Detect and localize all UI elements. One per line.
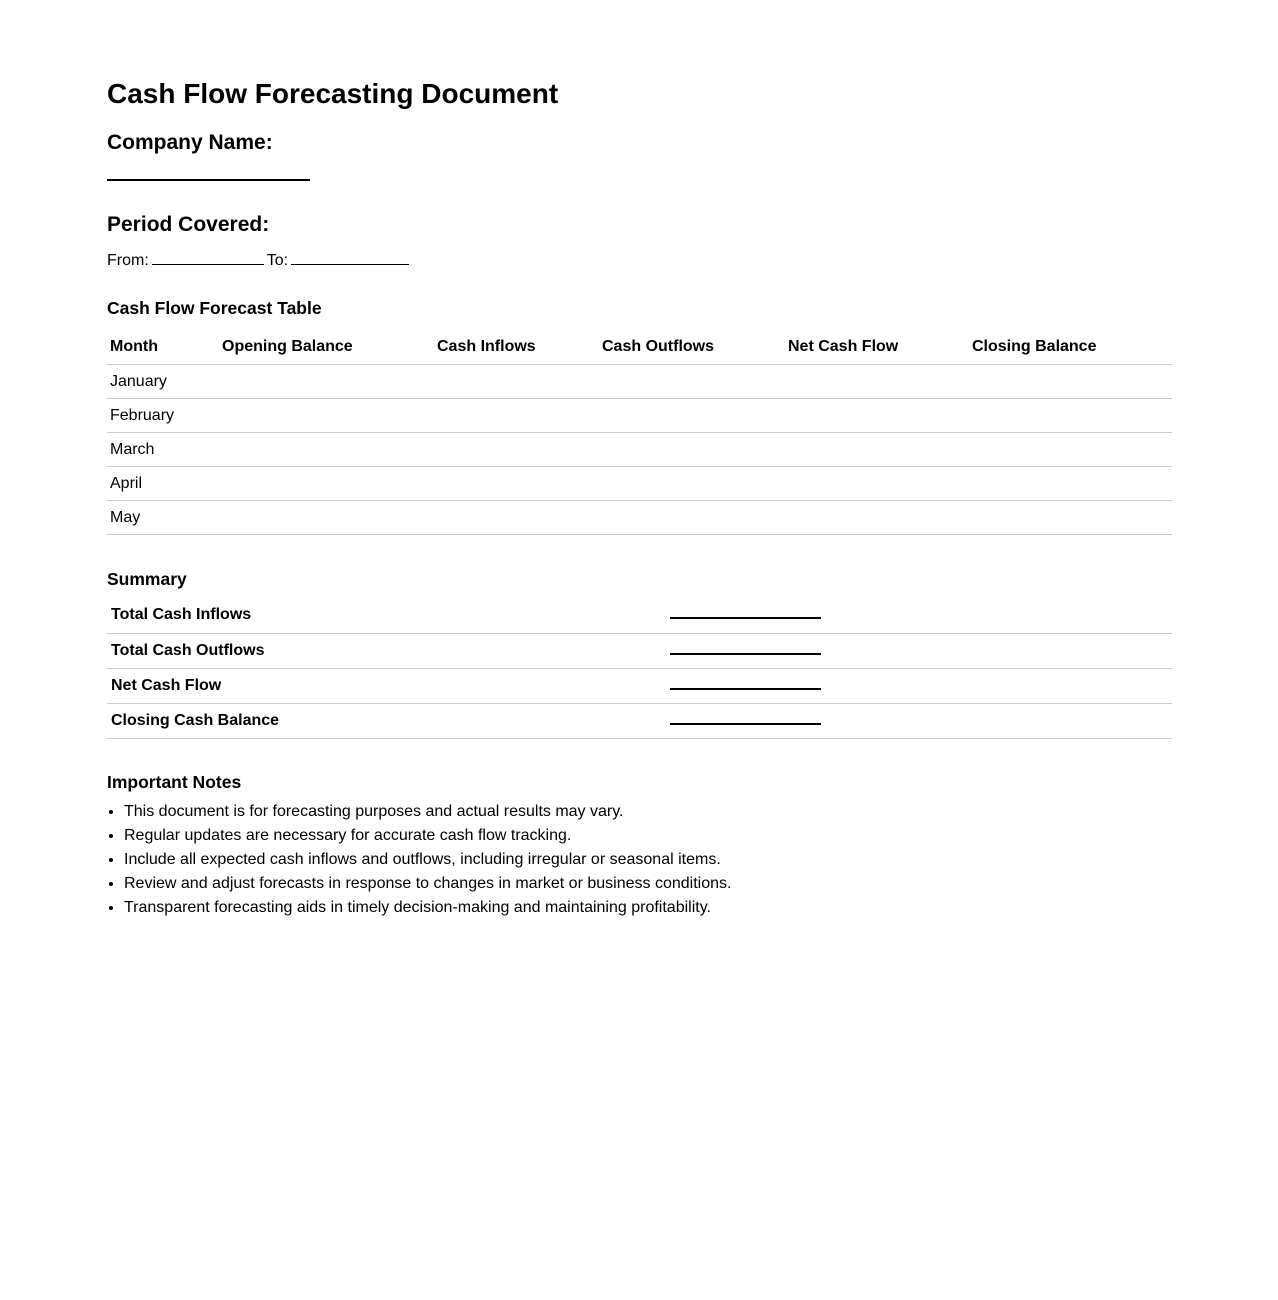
forecast-table-heading: Cash Flow Forecast Table (107, 298, 322, 318)
closing-balance-cell (969, 365, 1172, 399)
forecast-table (107, 338, 1172, 535)
note-item: • Review and adjust forecasts in response to changes in market or business conditions. (124, 872, 1172, 896)
to-label: To: (266, 252, 289, 269)
table-row-april (107, 467, 1172, 501)
summary-value-cell (669, 598, 1172, 633)
table-row-february (107, 399, 1172, 433)
from-label: From: (107, 252, 149, 269)
cash-inflows-cell (434, 501, 599, 535)
from-date-blank (152, 251, 264, 265)
page-title: Cash Flow Forecasting Document (107, 78, 559, 109)
column-header-closing-balance: Closing Balance (969, 338, 1172, 365)
summary-value-blank (670, 643, 821, 655)
month-cell: March (107, 433, 219, 467)
column-header-cash-outflows: Cash Outflows (599, 338, 785, 365)
company-name-label: Company Name: (107, 131, 273, 154)
summary-label: Net Cash Flow (107, 668, 669, 703)
column-header-opening-balance: Opening Balance (219, 338, 434, 365)
summary-heading: Summary (107, 569, 187, 589)
month-cell: May (107, 501, 219, 535)
summary-value-cell (669, 668, 1172, 703)
net-cash-flow-cell (785, 365, 969, 399)
cash-inflows-cell (434, 433, 599, 467)
month-cell: April (107, 467, 219, 501)
notes-heading: Important Notes (107, 771, 242, 792)
company-name-blank (107, 155, 310, 181)
to-date-blank (291, 251, 409, 265)
opening-balance-cell (219, 399, 434, 433)
summary-value-cell (669, 633, 1172, 668)
period-range-line (107, 249, 1172, 273)
cash-outflows-cell (599, 365, 785, 399)
summary-table (107, 598, 1172, 739)
closing-balance-cell (969, 433, 1172, 467)
closing-balance-cell (969, 467, 1172, 501)
period-covered-heading: Period Covered: (107, 213, 270, 236)
closing-balance-cell (969, 501, 1172, 535)
table-row-may (107, 501, 1172, 535)
note-item: • Include all expected cash inflows and outflows, including irregular or seasonal items. (124, 848, 1172, 872)
opening-balance-cell (219, 467, 434, 501)
column-header-cash-inflows: Cash Inflows (434, 338, 599, 365)
closing-balance-cell (969, 399, 1172, 433)
summary-row-net-cash-flow (107, 668, 1172, 703)
notes-list (107, 800, 1172, 920)
summary-row-closing-cash-balance (107, 703, 1172, 738)
net-cash-flow-cell (785, 399, 969, 433)
summary-label: Total Cash Inflows (107, 598, 669, 633)
summary-value-blank (670, 678, 821, 690)
opening-balance-cell (219, 365, 434, 399)
summary-value-blank (670, 713, 821, 725)
net-cash-flow-cell (785, 501, 969, 535)
note-item: • This document is for forecasting purposes and actual results may vary. (124, 800, 1172, 824)
cash-inflows-cell (434, 467, 599, 501)
forecast-header-row (107, 338, 1172, 365)
net-cash-flow-cell (785, 467, 969, 501)
summary-value-blank (670, 607, 821, 619)
note-item: • Transparent forecasting aids in timely decision-making and maintaining profitability. (124, 896, 1172, 920)
summary-row-total-cash-inflows (107, 598, 1172, 633)
month-cell: February (107, 399, 219, 433)
cash-inflows-cell (434, 399, 599, 433)
table-row-january (107, 365, 1172, 399)
opening-balance-cell (219, 501, 434, 535)
summary-label: Closing Cash Balance (107, 703, 669, 738)
cash-outflows-cell (599, 433, 785, 467)
summary-value-cell (669, 703, 1172, 738)
cash-outflows-cell (599, 399, 785, 433)
table-row-march (107, 433, 1172, 467)
cash-inflows-cell (434, 365, 599, 399)
column-header-month: Month (107, 338, 219, 365)
summary-label: Total Cash Outflows (107, 633, 669, 668)
net-cash-flow-cell (785, 433, 969, 467)
opening-balance-cell (219, 433, 434, 467)
month-cell: January (107, 365, 219, 399)
summary-row-total-cash-outflows (107, 633, 1172, 668)
cash-outflows-cell (599, 467, 785, 501)
note-item: • Regular updates are necessary for accurate cash flow tracking. (124, 824, 1172, 848)
column-header-net-cash-flow: Net Cash Flow (785, 338, 969, 365)
cash-outflows-cell (599, 501, 785, 535)
